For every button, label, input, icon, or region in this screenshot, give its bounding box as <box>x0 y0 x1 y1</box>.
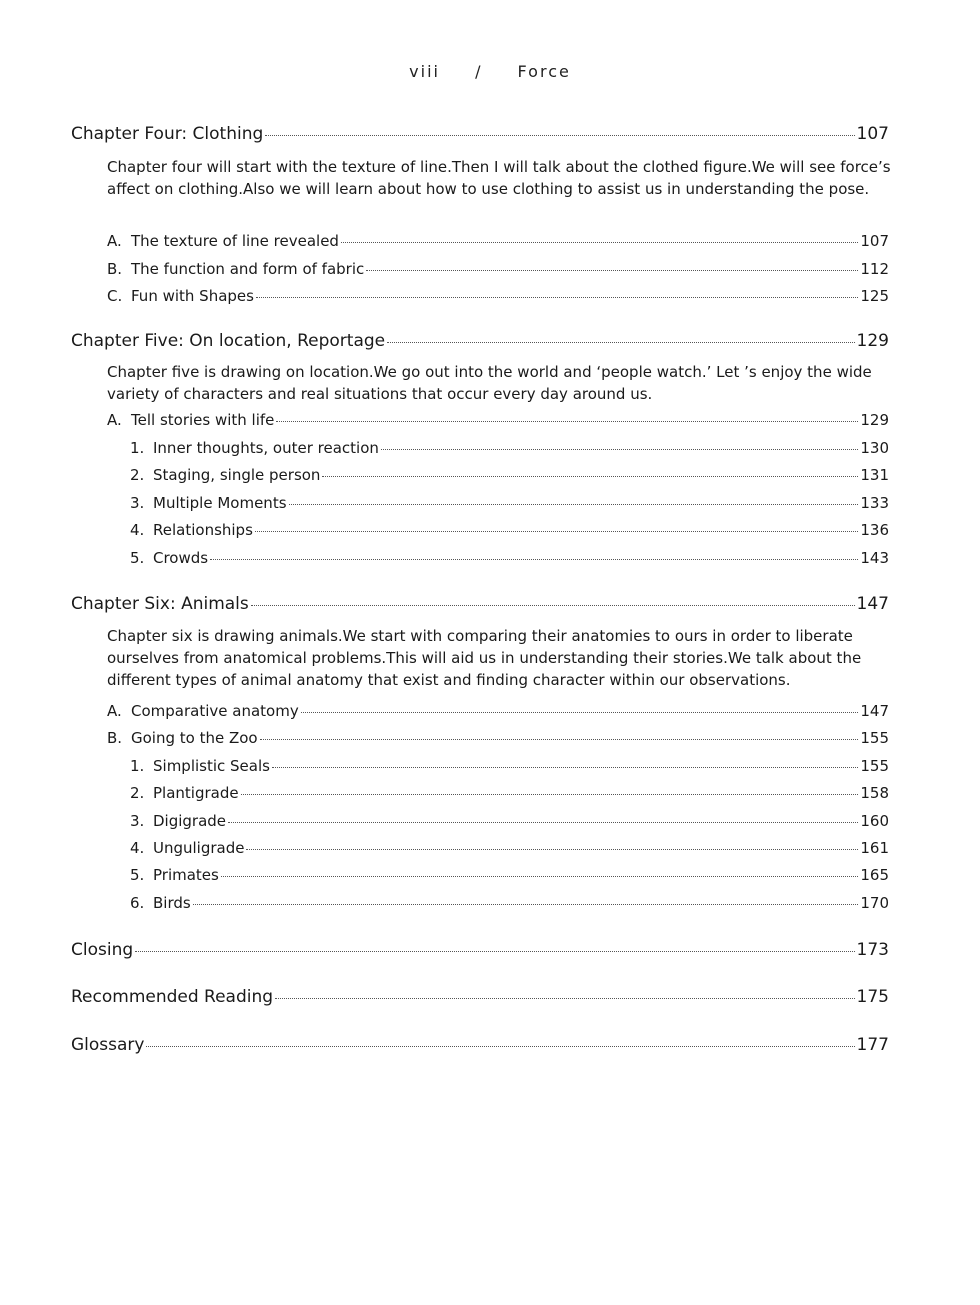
chapter-title: Chapter Four: Clothing <box>71 124 264 144</box>
chapter-page: 147 <box>856 594 889 614</box>
toc-glossary[interactable] <box>71 1035 889 1055</box>
item-page: 131 <box>860 466 889 484</box>
toc-section[interactable] <box>107 287 889 305</box>
toc-item[interactable] <box>130 466 889 484</box>
toc-section[interactable] <box>107 260 889 278</box>
toc-item[interactable] <box>130 549 889 567</box>
item-page: 130 <box>860 439 889 457</box>
toc-closing[interactable] <box>71 940 889 960</box>
section-letter: A. <box>107 232 122 250</box>
chapter-page: 177 <box>856 1035 889 1055</box>
toc-section[interactable] <box>107 232 889 250</box>
toc-item[interactable] <box>130 866 889 884</box>
item-page: 158 <box>860 784 889 802</box>
toc-section[interactable] <box>107 729 889 747</box>
dot-leader <box>387 341 854 343</box>
item-title: Primates <box>153 866 219 884</box>
item-page: 155 <box>860 757 889 775</box>
chapter-description: Chapter five is drawing on location.We go out into the world and ‘people watch.’ Let ’s enjoy the wide variety of characters and real situations that occur every day around us. <box>107 363 872 403</box>
item-number: 2. <box>130 784 145 802</box>
chapter-title: Chapter Five: On location, Reportage <box>71 331 386 351</box>
chapter-page: 173 <box>856 940 889 960</box>
section-letter: C. <box>107 287 123 305</box>
dot-leader <box>366 269 858 271</box>
dot-leader <box>301 711 859 713</box>
running-header <box>0 62 980 81</box>
dot-leader <box>146 1045 854 1047</box>
dot-leader <box>289 503 859 505</box>
chapter-page: 129 <box>856 331 889 351</box>
dot-leader <box>135 950 854 952</box>
section-title: Fun with Shapes <box>131 287 254 305</box>
chapter-page: 175 <box>856 987 889 1007</box>
dot-leader <box>193 903 859 905</box>
chapter-title: Glossary <box>71 1035 145 1055</box>
section-page: 155 <box>860 729 889 747</box>
item-number: 4. <box>130 839 145 857</box>
section-page: 112 <box>860 260 889 278</box>
dot-leader <box>341 241 858 243</box>
dot-leader <box>381 448 858 450</box>
dot-leader <box>221 875 859 877</box>
chapter-title: Closing <box>71 940 134 960</box>
section-title: Comparative anatomy <box>131 702 299 720</box>
toc-item[interactable] <box>130 894 889 912</box>
dot-leader <box>322 475 858 477</box>
section-page: 147 <box>860 702 889 720</box>
item-page: 161 <box>860 839 889 857</box>
toc-item[interactable] <box>130 839 889 857</box>
page-number: viii <box>409 62 440 81</box>
chapter-title: Chapter Six: Animals <box>71 594 249 614</box>
toc-item[interactable] <box>130 439 889 457</box>
toc-section[interactable] <box>107 702 889 720</box>
toc-item[interactable] <box>130 812 889 830</box>
item-page: 136 <box>860 521 889 539</box>
item-title: Crowds <box>153 549 209 567</box>
chapter-title: Recommended Reading <box>71 987 274 1007</box>
dot-leader <box>272 766 858 768</box>
section-title: The texture of line revealed <box>131 232 339 250</box>
item-number: 5. <box>130 549 145 567</box>
item-number: 3. <box>130 812 145 830</box>
section-letter: A. <box>107 411 122 429</box>
item-page: 165 <box>860 866 889 884</box>
item-title: Inner thoughts, outer reaction <box>153 439 379 457</box>
chapter-description: Chapter four will start with the texture of line.Then I will talk about the clothed figure.We will see force’s affect on clothing.Also we will learn about how to use clothing to assist us in understanding the pose. <box>107 158 891 198</box>
item-title: Multiple Moments <box>153 494 287 512</box>
item-page: 170 <box>860 894 889 912</box>
section-title: Going to the Zoo <box>131 729 258 747</box>
dot-leader <box>275 997 854 999</box>
toc-item[interactable] <box>130 757 889 775</box>
section-letter: B. <box>107 729 123 747</box>
dot-leader <box>251 604 855 606</box>
dot-leader <box>265 134 854 136</box>
section-title: The function and form of fabric <box>131 260 365 278</box>
item-title: Simplistic Seals <box>153 757 270 775</box>
dot-leader <box>246 848 858 850</box>
item-number: 3. <box>130 494 145 512</box>
section-page: 107 <box>860 232 889 250</box>
book-title: Force <box>517 62 571 81</box>
section-page: 129 <box>860 411 889 429</box>
dot-leader <box>260 738 859 740</box>
dot-leader <box>210 558 858 560</box>
item-number: 5. <box>130 866 145 884</box>
item-title: Birds <box>153 894 191 912</box>
section-letter: A. <box>107 702 122 720</box>
item-page: 143 <box>860 549 889 567</box>
dot-leader <box>276 420 858 422</box>
item-number: 1. <box>130 439 145 457</box>
item-title: Digigrade <box>153 812 227 830</box>
item-title: Unguligrade <box>153 839 245 857</box>
toc-chapter-five[interactable] <box>71 331 889 351</box>
item-number: 4. <box>130 521 145 539</box>
item-title: Relationships <box>153 521 253 539</box>
item-page: 160 <box>860 812 889 830</box>
dot-leader <box>255 530 858 532</box>
header-separator: / <box>475 62 483 81</box>
item-number: 6. <box>130 894 145 912</box>
section-letter: B. <box>107 260 123 278</box>
toc-chapter-six[interactable] <box>71 594 889 614</box>
toc-item[interactable] <box>130 494 889 512</box>
toc-recommended-reading[interactable] <box>71 987 889 1007</box>
item-title: Plantigrade <box>153 784 239 802</box>
toc-item[interactable] <box>130 521 889 539</box>
toc-chapter-four[interactable] <box>71 124 889 144</box>
toc-section[interactable] <box>107 411 889 429</box>
dot-leader <box>256 296 858 298</box>
dot-leader <box>241 793 859 795</box>
section-title: Tell stories with life <box>131 411 275 429</box>
dot-leader <box>228 821 858 823</box>
section-page: 125 <box>860 287 889 305</box>
item-number: 1. <box>130 757 145 775</box>
item-page: 133 <box>860 494 889 512</box>
chapter-description: Chapter six is drawing animals.We start with comparing their anatomies to ours in order to liberate ourselves from anatomical problems.This will aid us in understanding their stories.We talk about the different types of animal anatomy that exist and finding character within our observations. <box>107 627 862 689</box>
chapter-page: 107 <box>856 124 889 144</box>
item-number: 2. <box>130 466 145 484</box>
item-title: Staging, single person <box>153 466 321 484</box>
toc-item[interactable] <box>130 784 889 802</box>
